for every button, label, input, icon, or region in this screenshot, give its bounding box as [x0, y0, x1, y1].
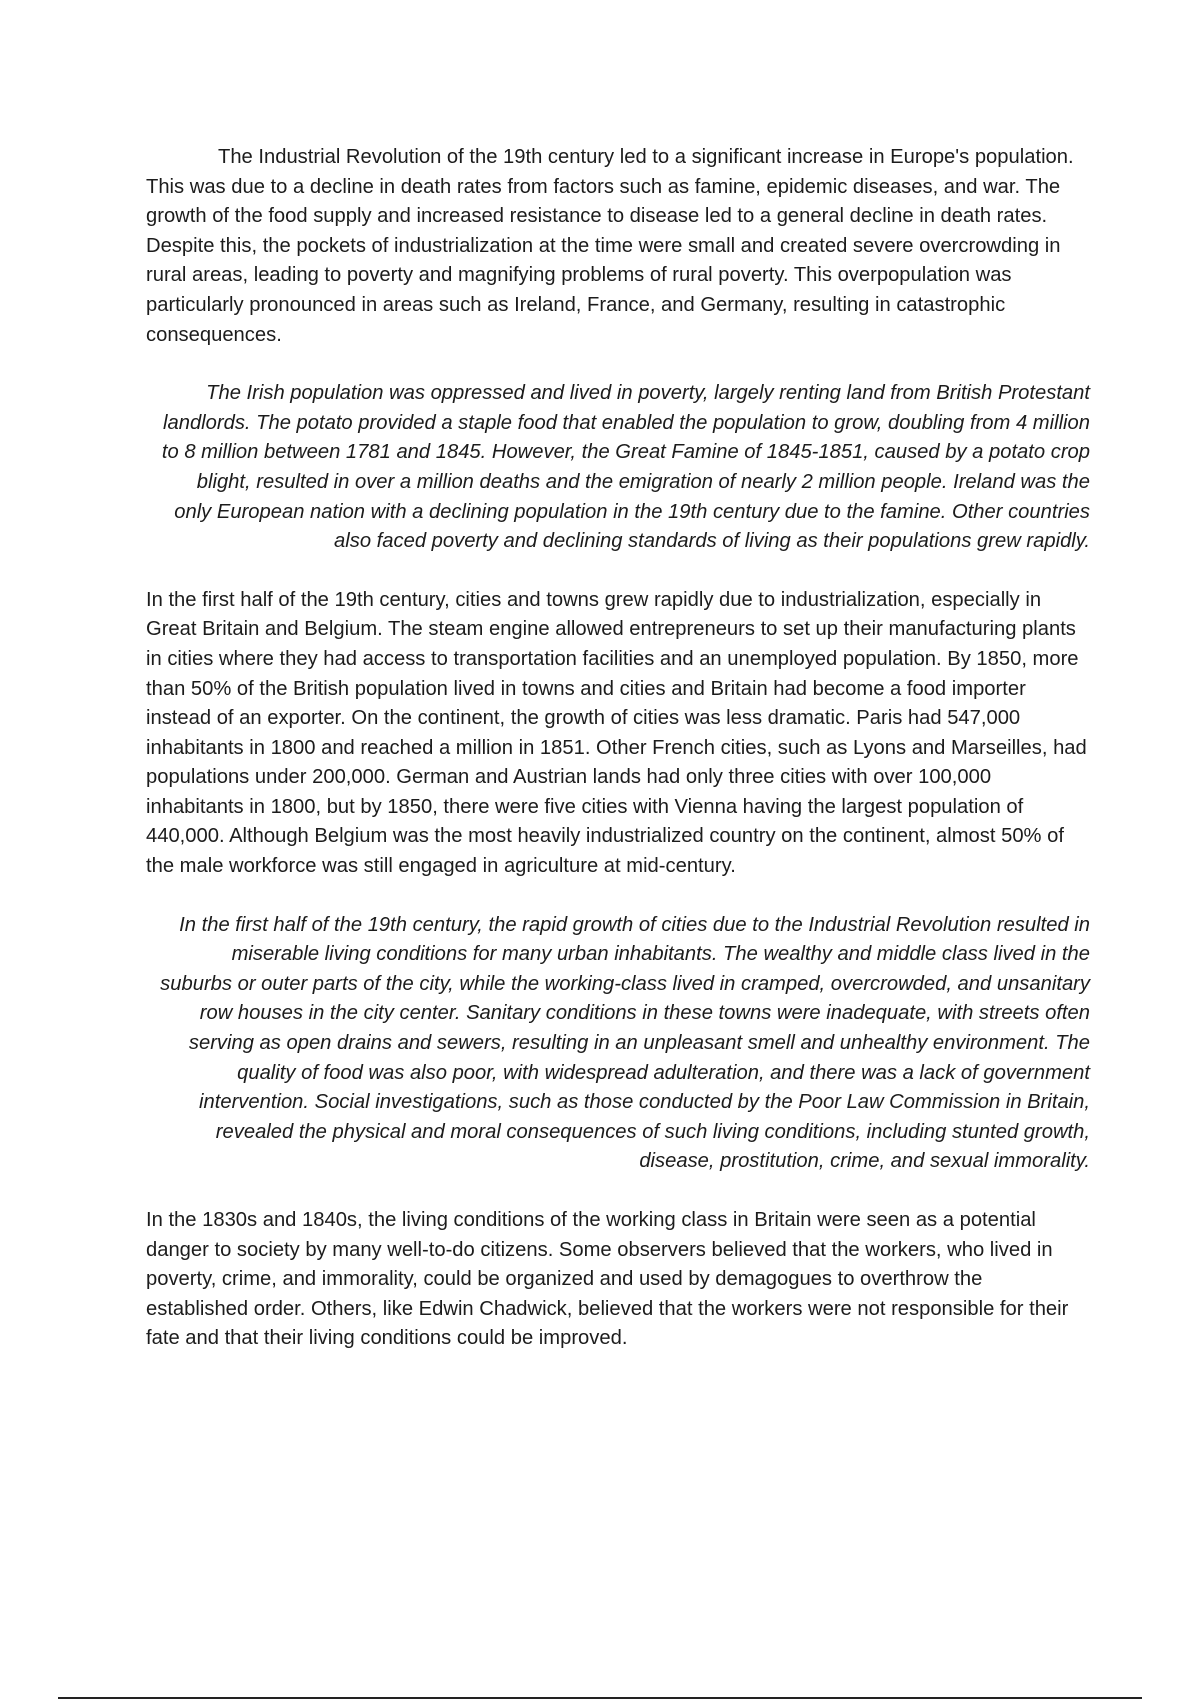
- paragraph-working-class-danger: In the 1830s and 1840s, the living conditions of the working class in Britain were seen as a potential danger to society by many well-to-do citizens. Some observers believed that the workers, who lived in poverty, crime, and immorality, could be organized and used by demagogues to overthrow the established order. Others, like Edwin Chadwick, believed that the workers were not responsible for their fate and that their living conditions could be improved.: [146, 1209, 1069, 1350]
- paragraph-urban-growth: In the first half of the 19th century, cities and towns grew rapidly due to industrialization, especially in Great Britain and Belgium. The steam engine allowed entrepreneurs to set up their manufacturing plants in cities where they had access to transportation facilities and an unemployed population. By 1850, more than 50% of the British population lived in towns and cities and Britain had become a food importer instead of an exporter. On the continent, the growth of cities was less dramatic. Paris had 547,000 inhabitants in 1800 and reached a million in 1851. Other French cities, such as Lyons and Marseilles, had populations under 200,000. German and Austrian lands had only three cities with over 100,000 inhabitants in 1800, but by 1850, there were five cities with Vienna having the largest population of 440,000. Although Belgium was the most heavily industrialized country on the continent, almost 50% of the male workforce was still engaged in agriculture at mid-century.: [146, 588, 1087, 878]
- quote-living-conditions: In the first half of the 19th century, the rapid growth of cities due to the Industrial Revolution resulted in miserable living conditions for many urban inhabitants. The wealthy and middle class lived in the suburbs or outer parts of the city, while the working-class lived in cramped, overcrowded, and unsanitary row houses in the city center. Sanitary conditions in these towns were inadequate, with streets often serving as open drains and sewers, resulting in an unpleasant smell and unhealthy environment. The quality of food was also poor, with widespread adulteration, and there was a lack of government intervention. Social investigations, such as those conducted by the Poor Law Commission in Britain, revealed the physical and moral consequences of such living conditions, including stunted growth, disease, prostitution, crime, and sexual immorality.: [160, 913, 1090, 1173]
- document-page: [146, 143, 1090, 1354]
- quote-irish-famine: The Irish population was oppressed and lived in poverty, largely renting land from British Protestant landlords. The potato provided a staple food that enabled the population to grow, doubling from 4 million to 8 million between 1781 and 1845. However, the Great Famine of 1845-1851, caused by a potato crop blight, resulted in over a million deaths and the emigration of nearly 2 million people. Ireland was the only European nation with a declining population in the 19th century due to the famine. Other countries also faced poverty and declining standards of living as their populations grew rapidly.: [161, 382, 1090, 553]
- footer-divider: [58, 1697, 1142, 1699]
- paragraph-population-growth: The Industrial Revolution of the 19th century led to a significant increase in Europe's population. This was due to a decline in death rates from factors such as famine, epidemic diseases, and war. The growth of the food supply and increased resistance to disease led to a general decline in death rates. Despite this, the pockets of industrialization at the time were small and created severe overcrowding in rural areas, leading to poverty and magnifying problems of rural poverty. This overpopulation was particularly pronounced in areas such as Ireland, France, and Germany, resulting in catastrophic consequences.: [146, 146, 1074, 346]
